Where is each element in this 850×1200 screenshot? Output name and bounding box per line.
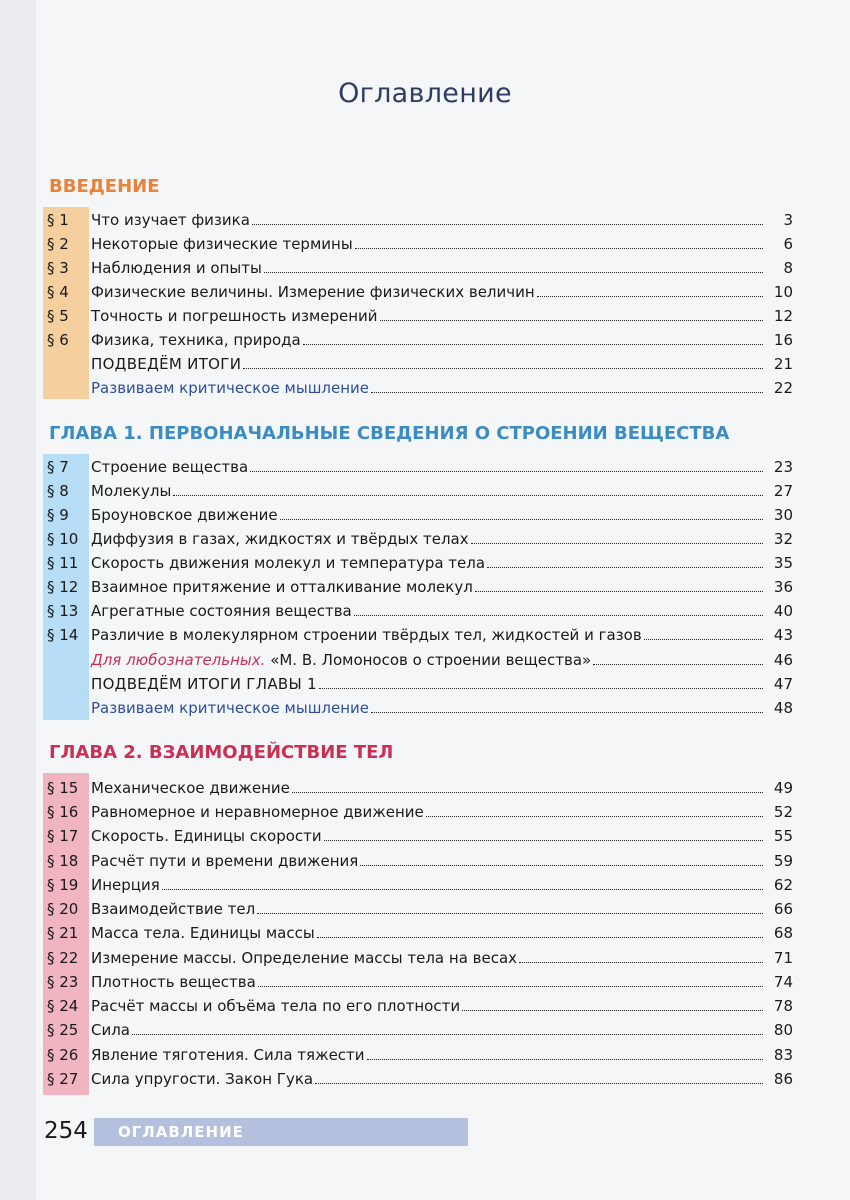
dot-leader xyxy=(280,519,763,520)
dot-leader xyxy=(292,792,763,793)
section-number: § 24 xyxy=(47,997,79,1015)
entry-title: Что изучает физика xyxy=(91,211,250,229)
page-number: 22 xyxy=(773,379,793,397)
entry-title: Развиваем критическое мышление xyxy=(91,379,370,397)
section-number: § 7 xyxy=(47,458,69,476)
entry-title: Физика, техника, природа xyxy=(91,331,301,349)
dot-leader xyxy=(380,320,763,321)
section-heading-chapter-2: ГЛАВА 2. ВЗАИМОДЕЙСТВИЕ ТЕЛ xyxy=(49,742,394,763)
page-margin xyxy=(0,0,36,1200)
toc-entry[interactable] xyxy=(43,572,793,596)
entry-title: Явление тяготения. Сила тяжести xyxy=(91,1046,365,1064)
toc-entry[interactable] xyxy=(43,277,793,301)
toc-entry[interactable] xyxy=(43,548,793,572)
entry-title: Наблюдения и опыты xyxy=(91,259,262,277)
page-title: Оглавление xyxy=(338,78,512,109)
section-number: § 9 xyxy=(47,506,69,524)
dot-leader xyxy=(324,840,763,841)
toc-entry-summary[interactable] xyxy=(43,349,793,373)
dot-leader xyxy=(367,1059,763,1060)
section-number: § 10 xyxy=(47,530,79,548)
dot-leader xyxy=(132,1034,763,1035)
page-number: 55 xyxy=(773,827,793,845)
page-number: 68 xyxy=(773,924,793,942)
section-number: § 11 xyxy=(47,554,79,572)
entry-title: Диффузия в газах, жидкостях и твёрдых телах xyxy=(91,530,469,548)
toc-entry[interactable] xyxy=(43,991,793,1015)
entry-title: Расчёт пути и времени движения xyxy=(91,852,359,870)
page-number: 86 xyxy=(773,1070,793,1088)
section-number: § 27 xyxy=(47,1070,79,1088)
entry-title: Взаимное притяжение и отталкивание молекул xyxy=(91,578,473,596)
dot-leader xyxy=(264,272,763,273)
page-number: 35 xyxy=(773,554,793,572)
entry-title: Скорость. Единицы скорости xyxy=(91,827,322,845)
page-number: 8 xyxy=(783,259,793,277)
section-number: § 13 xyxy=(47,602,79,620)
dot-leader xyxy=(257,913,763,914)
entry-title: Сила упругости. Закон Гука xyxy=(91,1070,314,1088)
toc-entry[interactable] xyxy=(43,325,793,349)
page-number: 80 xyxy=(773,1021,793,1039)
section-number: § 26 xyxy=(47,1046,79,1064)
toc-entry[interactable] xyxy=(43,870,793,894)
section-number: § 4 xyxy=(47,283,69,301)
section-number: § 1 xyxy=(47,211,69,229)
dot-leader xyxy=(475,591,763,592)
dot-leader xyxy=(354,615,763,616)
toc-entry[interactable] xyxy=(43,773,793,797)
section-number: § 25 xyxy=(47,1021,79,1039)
page-number: 6 xyxy=(783,235,793,253)
dot-leader xyxy=(243,368,763,369)
page-number: 32 xyxy=(773,530,793,548)
dot-leader xyxy=(250,471,763,472)
entry-title: Расчёт массы и объёма тела по его плотности xyxy=(91,997,461,1015)
toc-entry[interactable] xyxy=(43,524,793,548)
footer-bar xyxy=(44,1118,468,1146)
entry-title: Сила xyxy=(91,1021,131,1039)
page-number: 47 xyxy=(773,675,793,693)
page-number: 71 xyxy=(773,949,793,967)
section-number: § 2 xyxy=(47,235,69,253)
page-number: 27 xyxy=(773,482,793,500)
toc-entry[interactable] xyxy=(43,846,793,870)
entry-title: Молекулы xyxy=(91,482,172,500)
entry-title xyxy=(89,651,591,669)
toc-entry[interactable] xyxy=(43,301,793,325)
entry-title: ПОДВЕДЁМ ИТОГИ xyxy=(91,355,242,373)
entry-title: Скорость движения молекул и температура тела xyxy=(91,554,486,572)
dot-leader xyxy=(355,248,763,249)
dot-leader xyxy=(644,639,763,640)
section-number: § 21 xyxy=(47,924,79,942)
dot-leader xyxy=(303,344,763,345)
section-number: § 20 xyxy=(47,900,79,918)
entry-title: Механическое движение xyxy=(91,779,290,797)
section-number: § 23 xyxy=(47,973,79,991)
entry-title: Агрегатные состояния вещества xyxy=(91,602,352,620)
section-heading-intro: ВВЕДЕНИЕ xyxy=(49,176,160,197)
section-heading-chapter-1: ГЛАВА 1. ПЕРВОНАЧАЛЬНЫЕ СВЕДЕНИЯ О СТРОЕНИИ ВЕЩЕСТВА xyxy=(49,423,730,444)
dot-leader xyxy=(319,688,763,689)
entry-title: Точность и погрешность измерений xyxy=(91,307,378,325)
page-number: 52 xyxy=(773,803,793,821)
curious-title: «М. В. Ломоносов о строении вещества» xyxy=(270,651,592,669)
toc-entry[interactable] xyxy=(43,476,793,500)
dot-leader xyxy=(371,392,763,393)
toc-entry-critical[interactable] xyxy=(43,373,793,397)
toc-entry[interactable] xyxy=(43,1040,793,1064)
section-number: § 18 xyxy=(47,852,79,870)
toc-entry[interactable] xyxy=(43,1015,793,1039)
toc-entry[interactable] xyxy=(43,452,793,476)
page-number: 43 xyxy=(773,626,793,644)
dot-leader xyxy=(162,889,763,890)
page-number: 30 xyxy=(773,506,793,524)
page-number: 46 xyxy=(773,651,793,669)
toc-entry[interactable] xyxy=(43,1064,793,1088)
page-number: 16 xyxy=(773,331,793,349)
entry-title: Плотность вещества xyxy=(91,973,256,991)
toc-entry-critical[interactable] xyxy=(43,693,793,717)
page-number: 59 xyxy=(773,852,793,870)
entry-title: Взаимодействие тел xyxy=(91,900,256,918)
dot-leader xyxy=(317,937,763,938)
toc-entry[interactable] xyxy=(43,253,793,277)
page-number: 78 xyxy=(773,997,793,1015)
curious-label: Для любознательных. xyxy=(91,651,266,669)
section-number: § 17 xyxy=(47,827,79,845)
footer-page-number: 254 xyxy=(44,1115,94,1147)
entry-title: Различие в молекулярном строении твёрдых тел, жидкостей и газов xyxy=(91,626,642,644)
toc-entry[interactable] xyxy=(43,967,793,991)
page-number: 49 xyxy=(773,779,793,797)
toc-entry[interactable] xyxy=(43,797,793,821)
entry-title: Равномерное и неравномерное движение xyxy=(91,803,424,821)
toc-entry-summary[interactable] xyxy=(43,669,793,693)
page-number: 83 xyxy=(773,1046,793,1064)
toc-entry[interactable] xyxy=(43,500,793,524)
dot-leader xyxy=(487,567,763,568)
dot-leader xyxy=(315,1083,763,1084)
section-number: § 3 xyxy=(47,259,69,277)
entry-title: Измерение массы. Определение массы тела на весах xyxy=(91,949,518,967)
section-number: § 14 xyxy=(47,626,79,644)
section-number: § 16 xyxy=(47,803,79,821)
dot-leader xyxy=(537,296,763,297)
dot-leader xyxy=(462,1010,763,1011)
section-number: § 12 xyxy=(47,578,79,596)
dot-leader xyxy=(593,664,763,665)
page-number: 10 xyxy=(773,283,793,301)
toc-entry[interactable] xyxy=(43,918,793,942)
toc-entry-curious[interactable] xyxy=(43,645,793,669)
page-number: 48 xyxy=(773,699,793,717)
section-number: § 19 xyxy=(47,876,79,894)
dot-leader xyxy=(426,816,763,817)
page-number: 74 xyxy=(773,973,793,991)
toc-entry[interactable] xyxy=(43,596,793,620)
page-number: 3 xyxy=(783,211,793,229)
dot-leader xyxy=(173,495,763,496)
toc-entry[interactable] xyxy=(43,229,793,253)
section-number: § 5 xyxy=(47,307,69,325)
footer-title: ОГЛАВЛЕНИЕ xyxy=(118,1123,244,1141)
page-number: 23 xyxy=(773,458,793,476)
dot-leader xyxy=(471,543,763,544)
entry-title: Инерция xyxy=(91,876,160,894)
section-number: § 6 xyxy=(47,331,69,349)
entry-title: Броуновское движение xyxy=(91,506,278,524)
dot-leader xyxy=(252,224,763,225)
entry-title: Масса тела. Единицы массы xyxy=(91,924,315,942)
entry-title: Развиваем критическое мышление xyxy=(91,699,370,717)
entry-title: ПОДВЕДЁМ ИТОГИ ГЛАВЫ 1 xyxy=(91,675,317,693)
page-number: 36 xyxy=(773,578,793,596)
section-number: § 22 xyxy=(47,949,79,967)
dot-leader xyxy=(258,986,763,987)
page-number: 12 xyxy=(773,307,793,325)
dot-leader xyxy=(371,712,763,713)
entry-title: Некоторые физические термины xyxy=(91,235,353,253)
toc-entry[interactable] xyxy=(43,943,793,967)
toc-entry[interactable] xyxy=(43,821,793,845)
dot-leader xyxy=(360,865,763,866)
toc-entry[interactable] xyxy=(43,205,793,229)
entry-title: Физические величины. Измерение физических величин xyxy=(91,283,535,301)
entry-title: Строение вещества xyxy=(91,458,249,476)
section-number: § 15 xyxy=(47,779,79,797)
page-number: 21 xyxy=(773,355,793,373)
page-number: 40 xyxy=(773,602,793,620)
toc-entry[interactable] xyxy=(43,620,793,644)
toc-entry[interactable] xyxy=(43,894,793,918)
page-number: 62 xyxy=(773,876,793,894)
page-number: 66 xyxy=(773,900,793,918)
section-number: § 8 xyxy=(47,482,69,500)
dot-leader xyxy=(519,962,763,963)
